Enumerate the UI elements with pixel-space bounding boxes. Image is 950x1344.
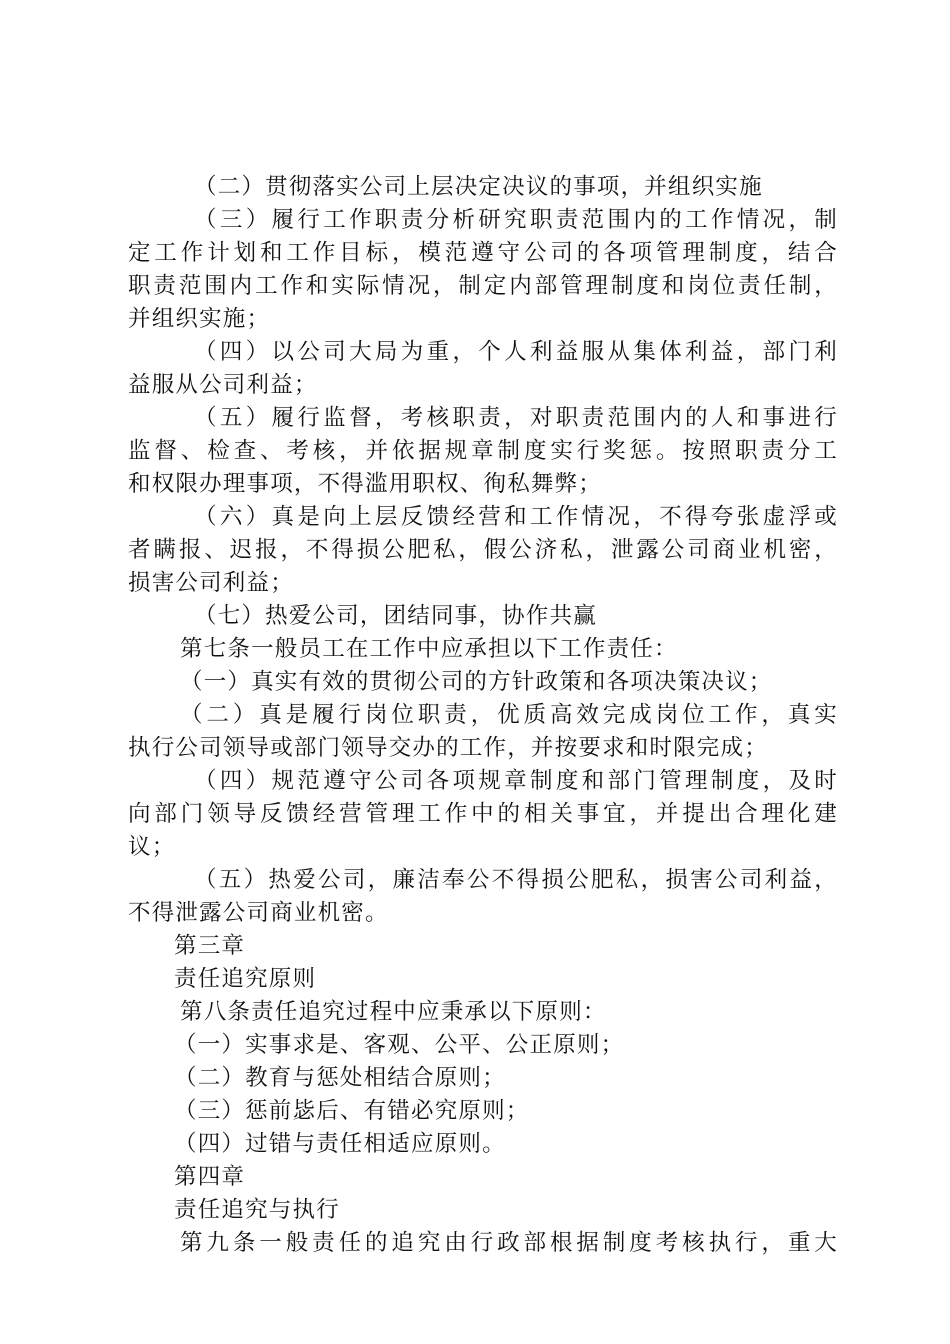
paragraph-line: 监督、检查、考核，并依据规章制度实行奖惩。按照职责分工 xyxy=(128,438,838,464)
chapter-heading: 第四章 xyxy=(174,1164,246,1190)
paragraph-line: 和权限办理事项，不得滥用职权、徇私舞弊； xyxy=(128,471,603,497)
paragraph-line: （二）贯彻落实公司上层决定决议的事项，并组织实施 xyxy=(194,174,763,200)
paragraph-line: 议； xyxy=(128,834,176,860)
chapter-title: 责任追究原则 xyxy=(174,966,317,992)
paragraph-line: 定工作计划和工作目标，模范遵守公司的各项管理制度，结合 xyxy=(128,240,838,266)
chapter-title: 责任追究与执行 xyxy=(174,1197,340,1223)
article-heading: 第九条一般责任的追究由行政部根据制度考核执行，重大 xyxy=(180,1230,838,1256)
paragraph-line: 执行公司领导或部门领导交办的工作，并按要求和时限完成； xyxy=(128,735,768,761)
paragraph-line: 向部门领导反馈经营管理工作中的相关事宜，并提出合理化建 xyxy=(128,801,838,827)
paragraph-line: （五）热爱公司，廉洁奉公不得损公肥私，损害公司利益， xyxy=(194,867,838,893)
paragraph-line: （四）以公司大局为重，个人利益服从集体利益，部门利 xyxy=(194,339,838,365)
chapter-heading: 第三章 xyxy=(174,933,246,959)
paragraph-line: （四）规范遵守公司各项规章制度和部门管理制度，及时 xyxy=(194,768,838,794)
article-heading: 第八条责任追究过程中应秉承以下原则： xyxy=(180,999,607,1025)
paragraph-line: 并组织实施； xyxy=(128,306,271,332)
article-heading: 第七条一般员工在工作中应承担以下工作责任： xyxy=(180,636,678,662)
paragraph-line: （五）履行监督，考核职责，对职责范围内的人和事进行 xyxy=(194,405,838,431)
paragraph-line: 职责范围内工作和实际情况，制定内部管理制度和岗位责任制， xyxy=(128,273,838,299)
paragraph-line: （七）热爱公司，团结同事，协作共赢 xyxy=(194,603,597,629)
paragraph-line: （二）真是履行岗位职责，优质高效完成岗位工作，真实 xyxy=(180,702,838,728)
document-body xyxy=(128,171,838,1260)
paragraph-line: （一）真实有效的贯彻公司的方针政策和各项决策决议； xyxy=(180,669,773,695)
list-item: （一）实事求是、客观、公平、公正原则； xyxy=(174,1032,625,1058)
list-item: （四）过错与责任相适应原则。 xyxy=(174,1131,506,1157)
paragraph-line: 者瞒报、迟报，不得损公肥私，假公济私，泄露公司商业机密， xyxy=(128,537,838,563)
paragraph-line: （三）履行工作职责分析研究职责范围内的工作情况，制 xyxy=(194,207,838,233)
paragraph-line: 益服从公司利益； xyxy=(128,372,318,398)
paragraph-line: （六）真是向上层反馈经营和工作情况，不得夸张虚浮或 xyxy=(194,504,838,530)
list-item: （二）教育与惩处相结合原则； xyxy=(174,1065,506,1091)
paragraph-line: 不得泄露公司商业机密。 xyxy=(128,900,389,926)
list-item: （三）惩前毖后、有错必究原则； xyxy=(174,1098,530,1124)
paragraph-line: 损害公司利益； xyxy=(128,570,294,596)
